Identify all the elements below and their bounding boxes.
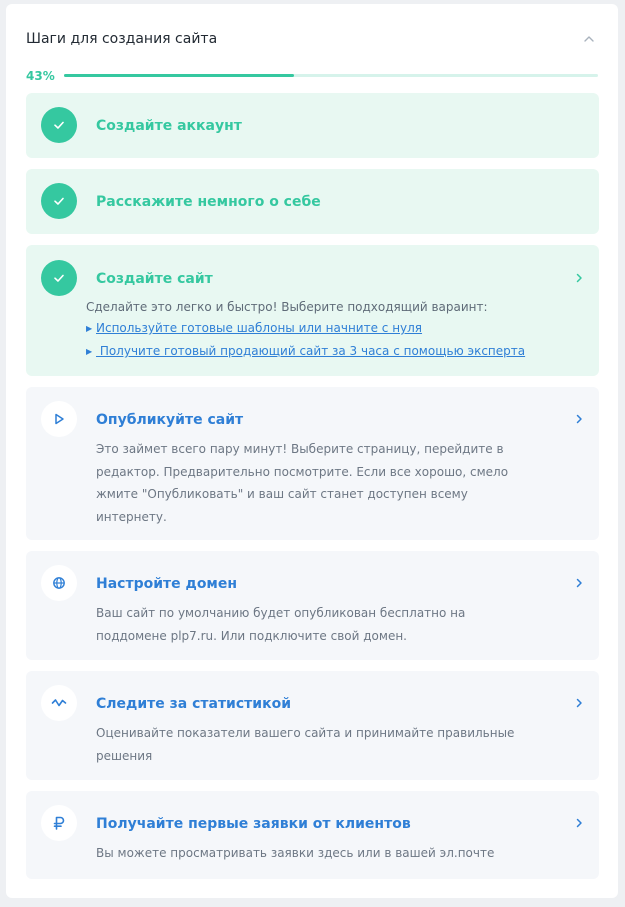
play-icon bbox=[52, 412, 66, 426]
step-description bbox=[96, 602, 465, 647]
step-badge bbox=[41, 805, 77, 841]
step-title: Опубликуйте сайт bbox=[96, 412, 244, 428]
step-badge bbox=[41, 685, 77, 721]
chevron-right-icon[interactable] bbox=[573, 817, 585, 829]
description-line: интернету. bbox=[96, 509, 167, 524]
description-line: поддомене plp7.ru. Или подключите свой домен. bbox=[96, 628, 407, 643]
chevron-right-icon[interactable] bbox=[573, 577, 585, 589]
link-text: Получите готовый продающий сайт за 3 часа с помощью эксперта bbox=[96, 344, 526, 358]
chevron-right-icon[interactable] bbox=[573, 272, 585, 284]
progress-fill bbox=[64, 74, 294, 77]
panel-title: Шаги для создания сайта bbox=[26, 31, 218, 47]
step-title: Следите за статистикой bbox=[96, 696, 292, 712]
description-line: Вы можете просматривать заявки здесь или в вашей эл.почте bbox=[96, 846, 495, 860]
chevron-right-icon[interactable] bbox=[573, 697, 585, 709]
step-title: Расскажите немного о себе bbox=[96, 194, 321, 210]
link-text: Используйте готовые шаблоны или начните с нуля bbox=[96, 321, 423, 335]
step-configure-domain[interactable] bbox=[26, 551, 599, 660]
step-create-account[interactable] bbox=[26, 93, 599, 158]
check-icon bbox=[52, 118, 66, 132]
chevron-up-icon bbox=[580, 30, 598, 48]
step-badge bbox=[41, 565, 77, 601]
step-first-leads[interactable] bbox=[26, 791, 599, 879]
collapse-button[interactable] bbox=[580, 30, 598, 48]
ruble-icon bbox=[52, 815, 66, 831]
description-line: жмите "Опубликовать" и ваш сайт станет доступен всему bbox=[96, 487, 468, 501]
step-title: Получайте первые заявки от клиентов bbox=[96, 816, 411, 832]
step-badge bbox=[41, 401, 77, 437]
activity-icon bbox=[51, 696, 67, 710]
globe-icon bbox=[52, 576, 66, 590]
step-create-site[interactable] bbox=[26, 245, 599, 376]
step-description bbox=[96, 438, 508, 528]
step-publish-site[interactable] bbox=[26, 387, 599, 540]
description-line: решения bbox=[96, 748, 153, 763]
step-statistics[interactable] bbox=[26, 671, 599, 780]
description-line: редактор. Предварительно посмотрите. Если все хорошо, смело bbox=[96, 464, 509, 479]
description-text: Сделайте это легко и быстро! Выберите подходящий вараинт: bbox=[86, 300, 488, 314]
bullet-icon: ▶ bbox=[86, 347, 93, 356]
onboarding-panel bbox=[6, 4, 618, 898]
step-title: Создайте сайт bbox=[96, 271, 213, 287]
step-badge bbox=[41, 260, 77, 296]
description-line: Ваш сайт по умолчанию будет опубликован бесплатно на bbox=[96, 606, 466, 620]
step-about-yourself[interactable] bbox=[26, 169, 599, 234]
expert-site-link[interactable] bbox=[86, 340, 576, 363]
step-description bbox=[96, 842, 494, 865]
step-badge bbox=[41, 107, 77, 143]
step-description bbox=[86, 297, 576, 363]
progress-label: 43% bbox=[26, 69, 55, 83]
description-line: Оценивайте показатели вашего сайта и принимайте правильные bbox=[96, 726, 515, 740]
check-icon bbox=[52, 271, 66, 285]
templates-link[interactable] bbox=[86, 317, 576, 340]
check-icon bbox=[52, 194, 66, 208]
chevron-right-icon[interactable] bbox=[573, 413, 585, 425]
step-title: Создайте аккаунт bbox=[96, 118, 242, 134]
description-line: Это займет всего пару минут! Выберите страницу, перейдите в bbox=[96, 442, 504, 456]
panel-header bbox=[26, 26, 598, 52]
step-description bbox=[96, 722, 514, 767]
bullet-icon: ▶ bbox=[86, 324, 93, 333]
steps-list bbox=[26, 93, 599, 890]
progress-row bbox=[26, 66, 598, 86]
step-badge bbox=[41, 183, 77, 219]
step-title: Настройте домен bbox=[96, 576, 238, 592]
progress-track bbox=[64, 74, 598, 77]
